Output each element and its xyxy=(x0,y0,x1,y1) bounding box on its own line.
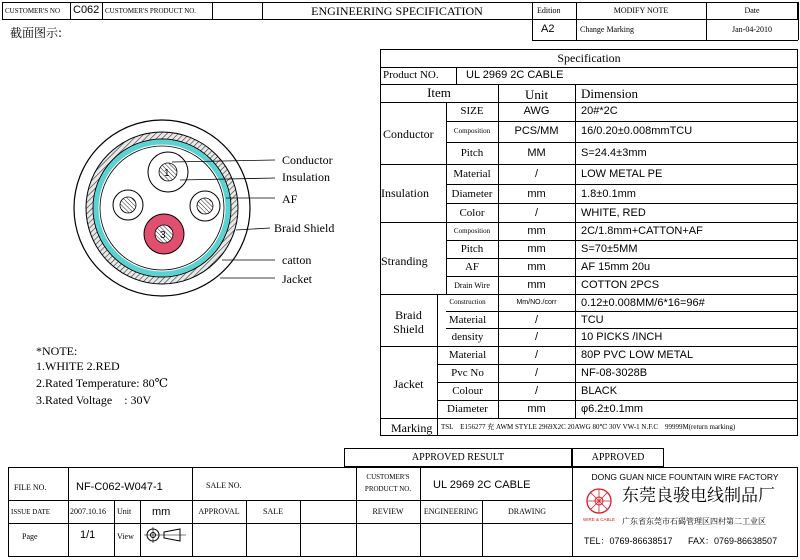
row-label: Diameter xyxy=(447,403,488,415)
row-unit: mm xyxy=(527,243,546,255)
row-value: COTTON 2PCS xyxy=(581,279,660,291)
company-en: DONG GUAN NICE FOUNTAIN WIRE FACTORY xyxy=(591,472,779,482)
group-insulation: Insulation xyxy=(381,186,429,200)
section-label: 截面图示: xyxy=(10,26,63,40)
group-conductor: Conductor xyxy=(383,127,434,141)
row-value: 80P PVC LOW METAL xyxy=(581,349,694,361)
label-conductor: Conductor xyxy=(282,153,333,167)
company-address: 广东省东莞市石碣管理区四村第二工业区 xyxy=(622,517,766,526)
row-unit: AWG xyxy=(523,105,550,117)
product-no-label: Product NO. xyxy=(383,69,439,81)
product-no: UL 2969 2C CABLE xyxy=(466,69,564,81)
company-fax: FAX：0769-86638507 xyxy=(688,536,778,546)
logo-text: WIRE & CABLE xyxy=(582,517,616,522)
row-value: WHITE, RED xyxy=(581,207,646,219)
approval: APPROVAL xyxy=(198,507,240,516)
edition-value: A2 xyxy=(541,23,555,35)
row-label: SIZE xyxy=(460,105,484,117)
row-unit: mm xyxy=(527,225,546,237)
row-label: Composition xyxy=(453,227,491,235)
label-braid-shield: Braid Shield xyxy=(274,221,335,235)
label-catton: catton xyxy=(282,253,312,267)
row-value: 0.12±0.008MM/6*16=96# xyxy=(581,297,705,309)
head-unit: Unit xyxy=(524,87,549,102)
row-label: Diameter xyxy=(451,188,493,200)
page-label: Page xyxy=(22,532,38,541)
unit-value: mm xyxy=(152,506,171,518)
row-unit: MM xyxy=(527,147,546,159)
file-no: NF-C062-W047-1 xyxy=(76,481,163,493)
row-label: Material xyxy=(453,168,491,180)
row-label: AF xyxy=(464,261,480,273)
row-label: Pitch xyxy=(460,147,484,159)
unit-label: Unit xyxy=(117,507,132,516)
group-braid-shield-2: Shield xyxy=(393,322,424,336)
approved: APPROVED xyxy=(591,452,645,463)
modify-note-value: Change Marking xyxy=(580,25,634,34)
row-value: 16/0.20±0.008mmTCU xyxy=(581,125,693,137)
note-item: 3.Rated Voltage : 30V xyxy=(36,393,152,407)
row-unit: / xyxy=(534,367,539,379)
row-unit: mm xyxy=(527,188,546,200)
drawing: DRAWING xyxy=(507,507,547,516)
row-value: BLACK xyxy=(581,385,618,397)
row-label: Drain Wire xyxy=(454,281,490,290)
approved-result: APPROVED RESULT xyxy=(411,452,505,463)
core-1-mark: 1 xyxy=(164,168,170,179)
label-insulation: Insulation xyxy=(282,170,330,184)
spec-title: Specification xyxy=(557,51,621,65)
group-jacket: Jacket xyxy=(393,377,424,391)
projection-symbol-icon xyxy=(144,526,188,544)
view-label: View xyxy=(117,532,134,541)
notes-title: *NOTE: xyxy=(36,344,78,358)
row-unit: Mm/NO./corr xyxy=(516,299,557,306)
file-no-label: FILE NO. xyxy=(14,483,47,492)
row-label: Pvc No xyxy=(451,367,484,379)
group-stranding: Stranding xyxy=(381,254,428,268)
modify-note-label: MODIFY NOTE xyxy=(613,6,669,15)
row-label: Material xyxy=(448,349,487,361)
row-unit: / xyxy=(534,168,539,180)
row-unit: PCS/MM xyxy=(514,125,559,137)
page-value: 1/1 xyxy=(80,529,96,541)
row-unit: mm xyxy=(527,403,546,415)
sale-no-label: SALE NO. xyxy=(206,481,242,490)
date-value: Jan-04-2010 xyxy=(732,25,772,34)
issue-date-label: ISSUE DATE xyxy=(11,508,51,516)
edition-label: Edition xyxy=(537,6,561,15)
row-value: 20#*2C xyxy=(581,105,618,117)
row-label: Color xyxy=(459,207,485,219)
row-value: TCU xyxy=(581,314,604,326)
issue-date: 2007.10.16 xyxy=(70,507,106,516)
row-value: S=24.4±3mm xyxy=(581,147,647,159)
core-3-mark: 3 xyxy=(160,230,166,241)
row-value: 1.8±0.1mm xyxy=(581,188,636,200)
group-braid-shield-1: Braid xyxy=(395,308,422,322)
row-label: Colour xyxy=(452,385,483,397)
customer-product-no-label: CUSTOMER'S PRODUCT NO. xyxy=(105,7,197,15)
row-value: NF-08-3028B xyxy=(581,367,648,379)
marking-label: Marking xyxy=(391,421,433,435)
company-tel: TEL：0769-86638517 xyxy=(584,536,673,546)
row-label: Material xyxy=(448,314,487,326)
cable-cross-section xyxy=(60,110,370,300)
row-value: S=70±5MM xyxy=(581,243,638,255)
row-label: Pitch xyxy=(460,243,484,255)
row-value: LOW METAL PE xyxy=(581,168,663,180)
row-label: Composition xyxy=(453,127,491,135)
engineering: ENGINEERING xyxy=(423,507,479,516)
label-jacket: Jacket xyxy=(282,272,312,286)
row-value: φ6.2±0.1mm xyxy=(581,403,644,415)
sale: SALE xyxy=(263,507,283,516)
row-unit: / xyxy=(534,331,539,343)
row-unit: mm xyxy=(527,261,546,273)
head-item: Item xyxy=(427,85,451,100)
note-item: 1.WHITE 2.RED xyxy=(36,359,120,373)
row-unit: / xyxy=(534,385,539,397)
row-label: Construction xyxy=(449,298,486,306)
head-dimension: Dimension xyxy=(581,86,639,101)
customer-no-label: CUSTOMER'S NO xyxy=(5,7,61,15)
row-value: AF 15mm 20u xyxy=(581,261,651,273)
row-unit: mm xyxy=(527,279,546,291)
row-unit: / xyxy=(534,349,539,361)
customer-no: C062 xyxy=(73,4,100,16)
date-label: Date xyxy=(744,6,760,15)
row-unit: / xyxy=(534,314,539,326)
review: REVIEW xyxy=(372,507,404,516)
doc-title: ENGINEERING SPECIFICATION xyxy=(311,4,483,18)
company-cn: 东莞良骏电线制品厂 xyxy=(622,486,775,506)
row-value: 10 PICKS /INCH xyxy=(581,331,663,343)
row-label: density xyxy=(451,331,484,343)
marking-value: TSL E156277 充 AWM STYLE 2969X2C 20AWG 80℃ 30V VW-1 N.F.C 99999M(return marking) xyxy=(441,423,736,431)
company-logo-icon xyxy=(582,486,616,524)
customer-product: UL 2969 2C CABLE xyxy=(433,479,531,491)
label-af: AF xyxy=(282,192,298,206)
row-value: 2C/1.8mm+CATTON+AF xyxy=(581,225,703,237)
customer-product-label-1: CUSTOMER'S xyxy=(366,473,410,481)
row-unit: / xyxy=(534,207,539,219)
note-item: 2.Rated Temperature: 80℃ xyxy=(36,376,168,390)
customer-product-label-2: PRODUCT NO. xyxy=(364,485,412,493)
